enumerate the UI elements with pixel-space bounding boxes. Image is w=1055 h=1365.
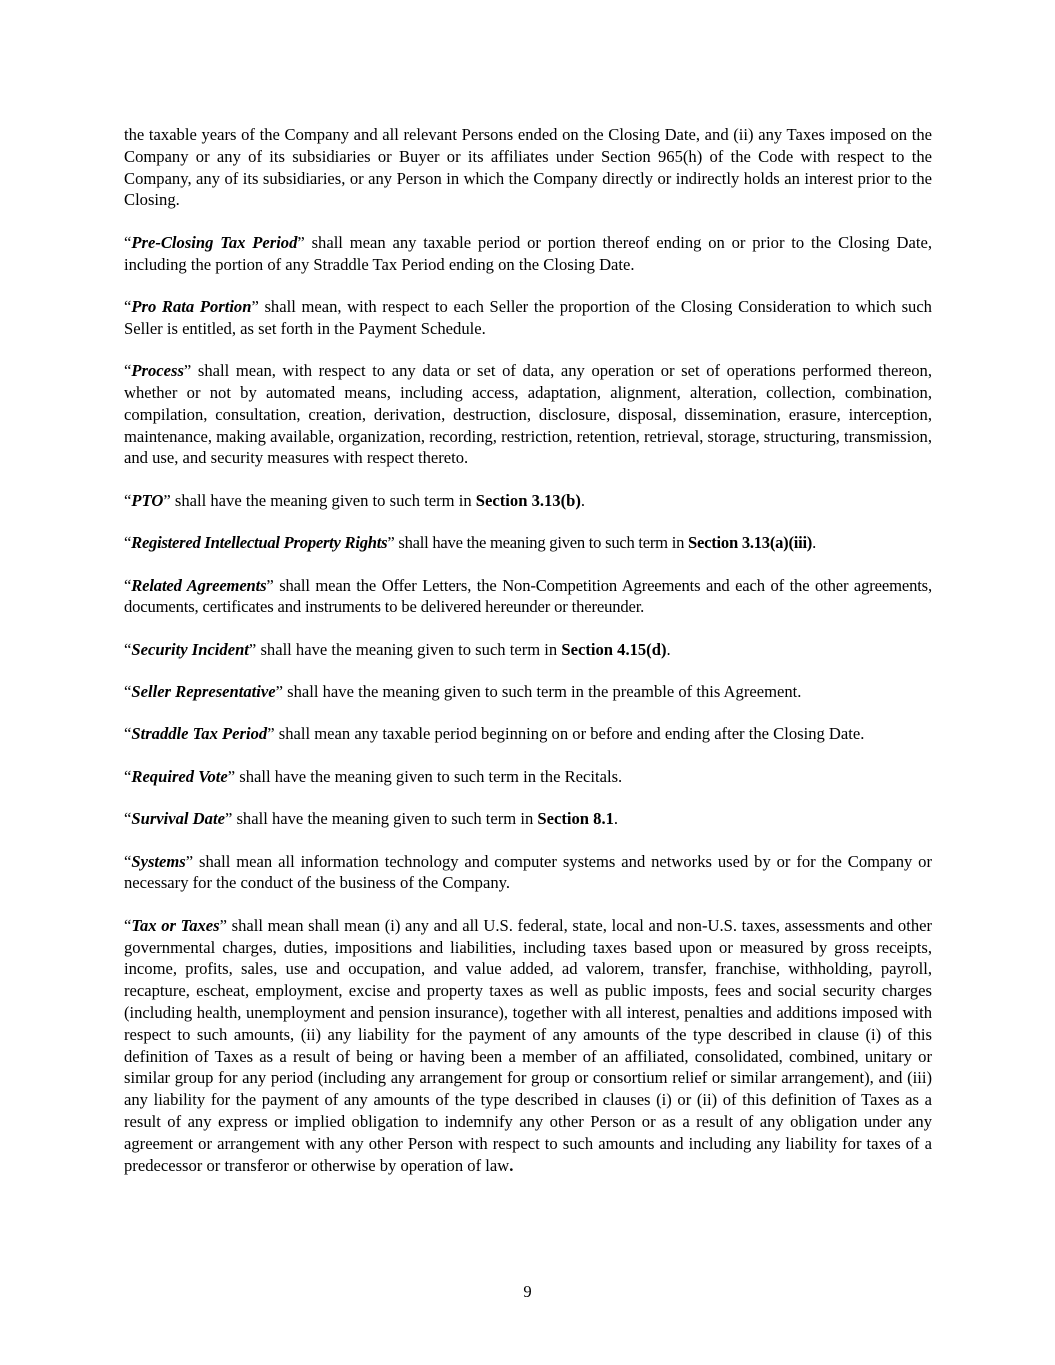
definition-paragraph: “Required Vote” shall have the meaning given to such term in the Recitals. <box>124 766 623 786</box>
definition-text: shall mean all information technology and computer systems and networks used by or for the Company or necessary for the conduct of the business of the Company. <box>124 851 932 893</box>
definition-text: shall have the meaning given to such term in <box>394 533 689 553</box>
definition-text: shall mean any taxable period or portion thereof ending on or prior to the Closing Date, including the portion of any Straddle Tax Period ending on the Closing Date. <box>124 232 932 274</box>
section-reference: Section 4.15(d) <box>561 639 667 659</box>
section-reference: Section 3.13(b) <box>475 490 581 510</box>
definition-tail: . <box>666 639 671 659</box>
definition-paragraph: “Security Incident” shall have the meaning given to such term in Section 4.15(d). <box>124 639 671 659</box>
definition-tail: . <box>580 490 586 510</box>
definition-paragraph: “PTO” shall have the meaning given to such term in Section 3.13(b). <box>124 490 586 510</box>
definition-paragraph: “Pro Rata Portion” shall mean, with respect to each Seller the proportion of the Closing Consideration to which such Seller is entitled, as set forth in the Payment Schedule. <box>124 296 932 338</box>
definition-paragraph: “Systems” shall mean all information technology and computer systems and networks used by or for the Company or necessary for the conduct of the business of the Company. <box>124 851 932 893</box>
document-page <box>124 124 932 1197</box>
section-reference: Section 8.1 <box>537 809 614 829</box>
definition-text: shall mean the Offer Letters, the Non-Competition Agreements and each of the other agreements, documents, certificates and instruments to be delivered hereunder or thereunder. <box>124 575 932 617</box>
definition-paragraph: “Related Agreements” shall mean the Offer Letters, the Non-Competition Agreements and each of the other agreements, documents, certificates and instruments to be delivered hereunder or thereunder. <box>124 575 932 617</box>
definition-paragraph: “Survival Date” shall have the meaning given to such term in Section 8.1. <box>124 809 619 829</box>
definition-paragraph: “Straddle Tax Period” shall mean any taxable period beginning on or before and ending after the Closing Date. <box>124 724 865 744</box>
defined-term: Required Vote <box>131 766 228 786</box>
intro-paragraph: the taxable years of the Company and all relevant Persons ended on the Closing Date, and (ii) any Taxes imposed on the Company or any of its subsidiaries or Buyer or its affiliates under Section 965(h) of the Code with respect to the Company, any of its subsidiaries, or any Person in which the Company directly or indirectly holds an interest prior to the Closing. <box>124 125 932 210</box>
definition-paragraph: “Tax or Taxes” shall mean shall mean (i) any and all U.S. federal, state, local and non-U.S. taxes, assessments and other governmental charges, duties, impositions and liabilities, including taxes based upon or measured by gross receipts, income, profits, sales, use and occupation, and value added, ad valorem, transfer, franchise, withholding, payroll, recapture, escheat, employment, excise and property taxes as well as public imposts, fees and social security charges (including health, unemployment and pension insurance), together with all interest, penalties and additions imposed with respect to such amounts, (ii) any liability for the payment of any amounts of the type described in clause (i) of this definition of Taxes as a result of being or having been a member of an affiliated, consolidated, combined, unitary or similar group for any period (including any arrangement for group or consortium relief or similar arrangement), and (iii) any liability for the payment of any amounts of the type described in clauses (i) or (ii) of this definition of Taxes as a result of any express or implied obligation to indemnify any other Person or as a result of any obligation under any agreement or arrangement with any other Person with respect to such amounts and including any liability for taxes of a predecessor or transferor or otherwise by operation of law. <box>124 915 933 1175</box>
definition-text: shall mean shall mean (i) any and all U.S. federal, state, local and non-U.S. taxes, assessments and other governmental charges, duties, impositions and liabilities, including taxes based upon or measured by gross receipts, income, profits, sales, use and occupation, and value added, ad valorem, transfer, franchise, withholding, payroll, recapture, escheat, employment, excise and property taxes as well as public imposts, fees and social security charges (including health, unemployment and pension insurance), together with all interest, penalties and additions imposed with respect to such amounts, (ii) any liability for the payment of any amounts of the type described in clause (i) of this definition of Taxes as a result of being or having been a member of an affiliated, consolidated, combined, unitary or similar group for any period (including any arrangement for group or consortium relief or similar arrangement), and (iii) any liability for the payment of any amounts of the type described in clauses (i) or (ii) of this definition of Taxes as a result of any express or implied obligation to indemnify any other Person or as a result of any obligation under any agreement or arrangement with any other Person with respect to such amounts and including any liability for taxes of a predecessor or transferor or otherwise by operation of law <box>124 915 933 1175</box>
defined-term: Pro Rata Portion <box>131 296 252 316</box>
definition-text: shall have the meaning given to such term in <box>232 809 538 829</box>
definition-tail: . <box>812 533 816 553</box>
defined-term: PTO <box>131 490 164 510</box>
defined-term: Tax or Taxes <box>131 915 220 935</box>
definition-text: shall have the meaning given to such term in <box>170 490 476 510</box>
defined-term: Registered Intellectual Property Rights <box>131 533 388 553</box>
defined-term: Process <box>131 361 184 381</box>
definition-paragraph: “Registered Intellectual Property Rights” shall have the meaning given to such term in Section 3.13(a)(iii). <box>124 533 816 553</box>
defined-term: Systems <box>131 851 186 871</box>
definition-text: shall mean, with respect to any data or set of data, any operation or set of operations performed thereon, whether or not by automated means, including access, adaptation, alignment, alteration, collection, combination, compilation, consultation, creation, derivation, destruction, disclosure, disposal, dissemination, erasure, interception, maintenance, making available, organization, recording, restriction, retention, retrieval, storage, structuring, transmission, and use, and security measures with respect thereto. <box>124 361 932 468</box>
definition-text: shall mean any taxable period beginning on or before and ending after the Closing Date. <box>274 724 865 744</box>
definition-paragraph: “Seller Representative” shall have the meaning given to such term in the preamble of this Agreement. <box>124 682 802 702</box>
definition-paragraph: “Process” shall mean, with respect to any data or set of data, any operation or set of operations performed thereon, whether or not by automated means, including access, adaptation, alignment, alteration, collection, combination, compilation, consultation, creation, derivation, destruction, disclosure, disposal, dissemination, erasure, interception, maintenance, making available, organization, recording, restriction, retention, retrieval, storage, structuring, transmission, and use, and security measures with respect thereto. <box>124 361 932 468</box>
definition-text: shall have the meaning given to such term in <box>256 639 562 659</box>
definition-text: shall mean, with respect to each Seller the proportion of the Closing Consideration to which such Seller is entitled, as set forth in the Payment Schedule. <box>124 296 932 338</box>
defined-term: Straddle Tax Period <box>131 724 268 744</box>
definition-text: shall have the meaning given to such term in the Recitals. <box>235 766 623 786</box>
definition-paragraph: “Pre-Closing Tax Period” shall mean any taxable period or portion thereof ending on or prior to the Closing Date, including the portion of any Straddle Tax Period ending on the Closing Date. <box>124 232 932 274</box>
defined-term: Survival Date <box>131 809 225 829</box>
defined-term: Related Agreements <box>131 575 267 595</box>
defined-term: Security Incident <box>131 639 249 659</box>
defined-term: Pre-Closing Tax Period <box>131 232 298 252</box>
definition-tail: . <box>613 809 619 829</box>
definition-text: shall have the meaning given to such term in the preamble of this Agreement. <box>283 682 802 702</box>
section-reference: Section 3.13(a)(iii) <box>688 533 813 553</box>
section-reference: . <box>509 1155 514 1175</box>
defined-term: Seller Representative <box>131 682 276 702</box>
page-number: 9 <box>523 1282 532 1301</box>
